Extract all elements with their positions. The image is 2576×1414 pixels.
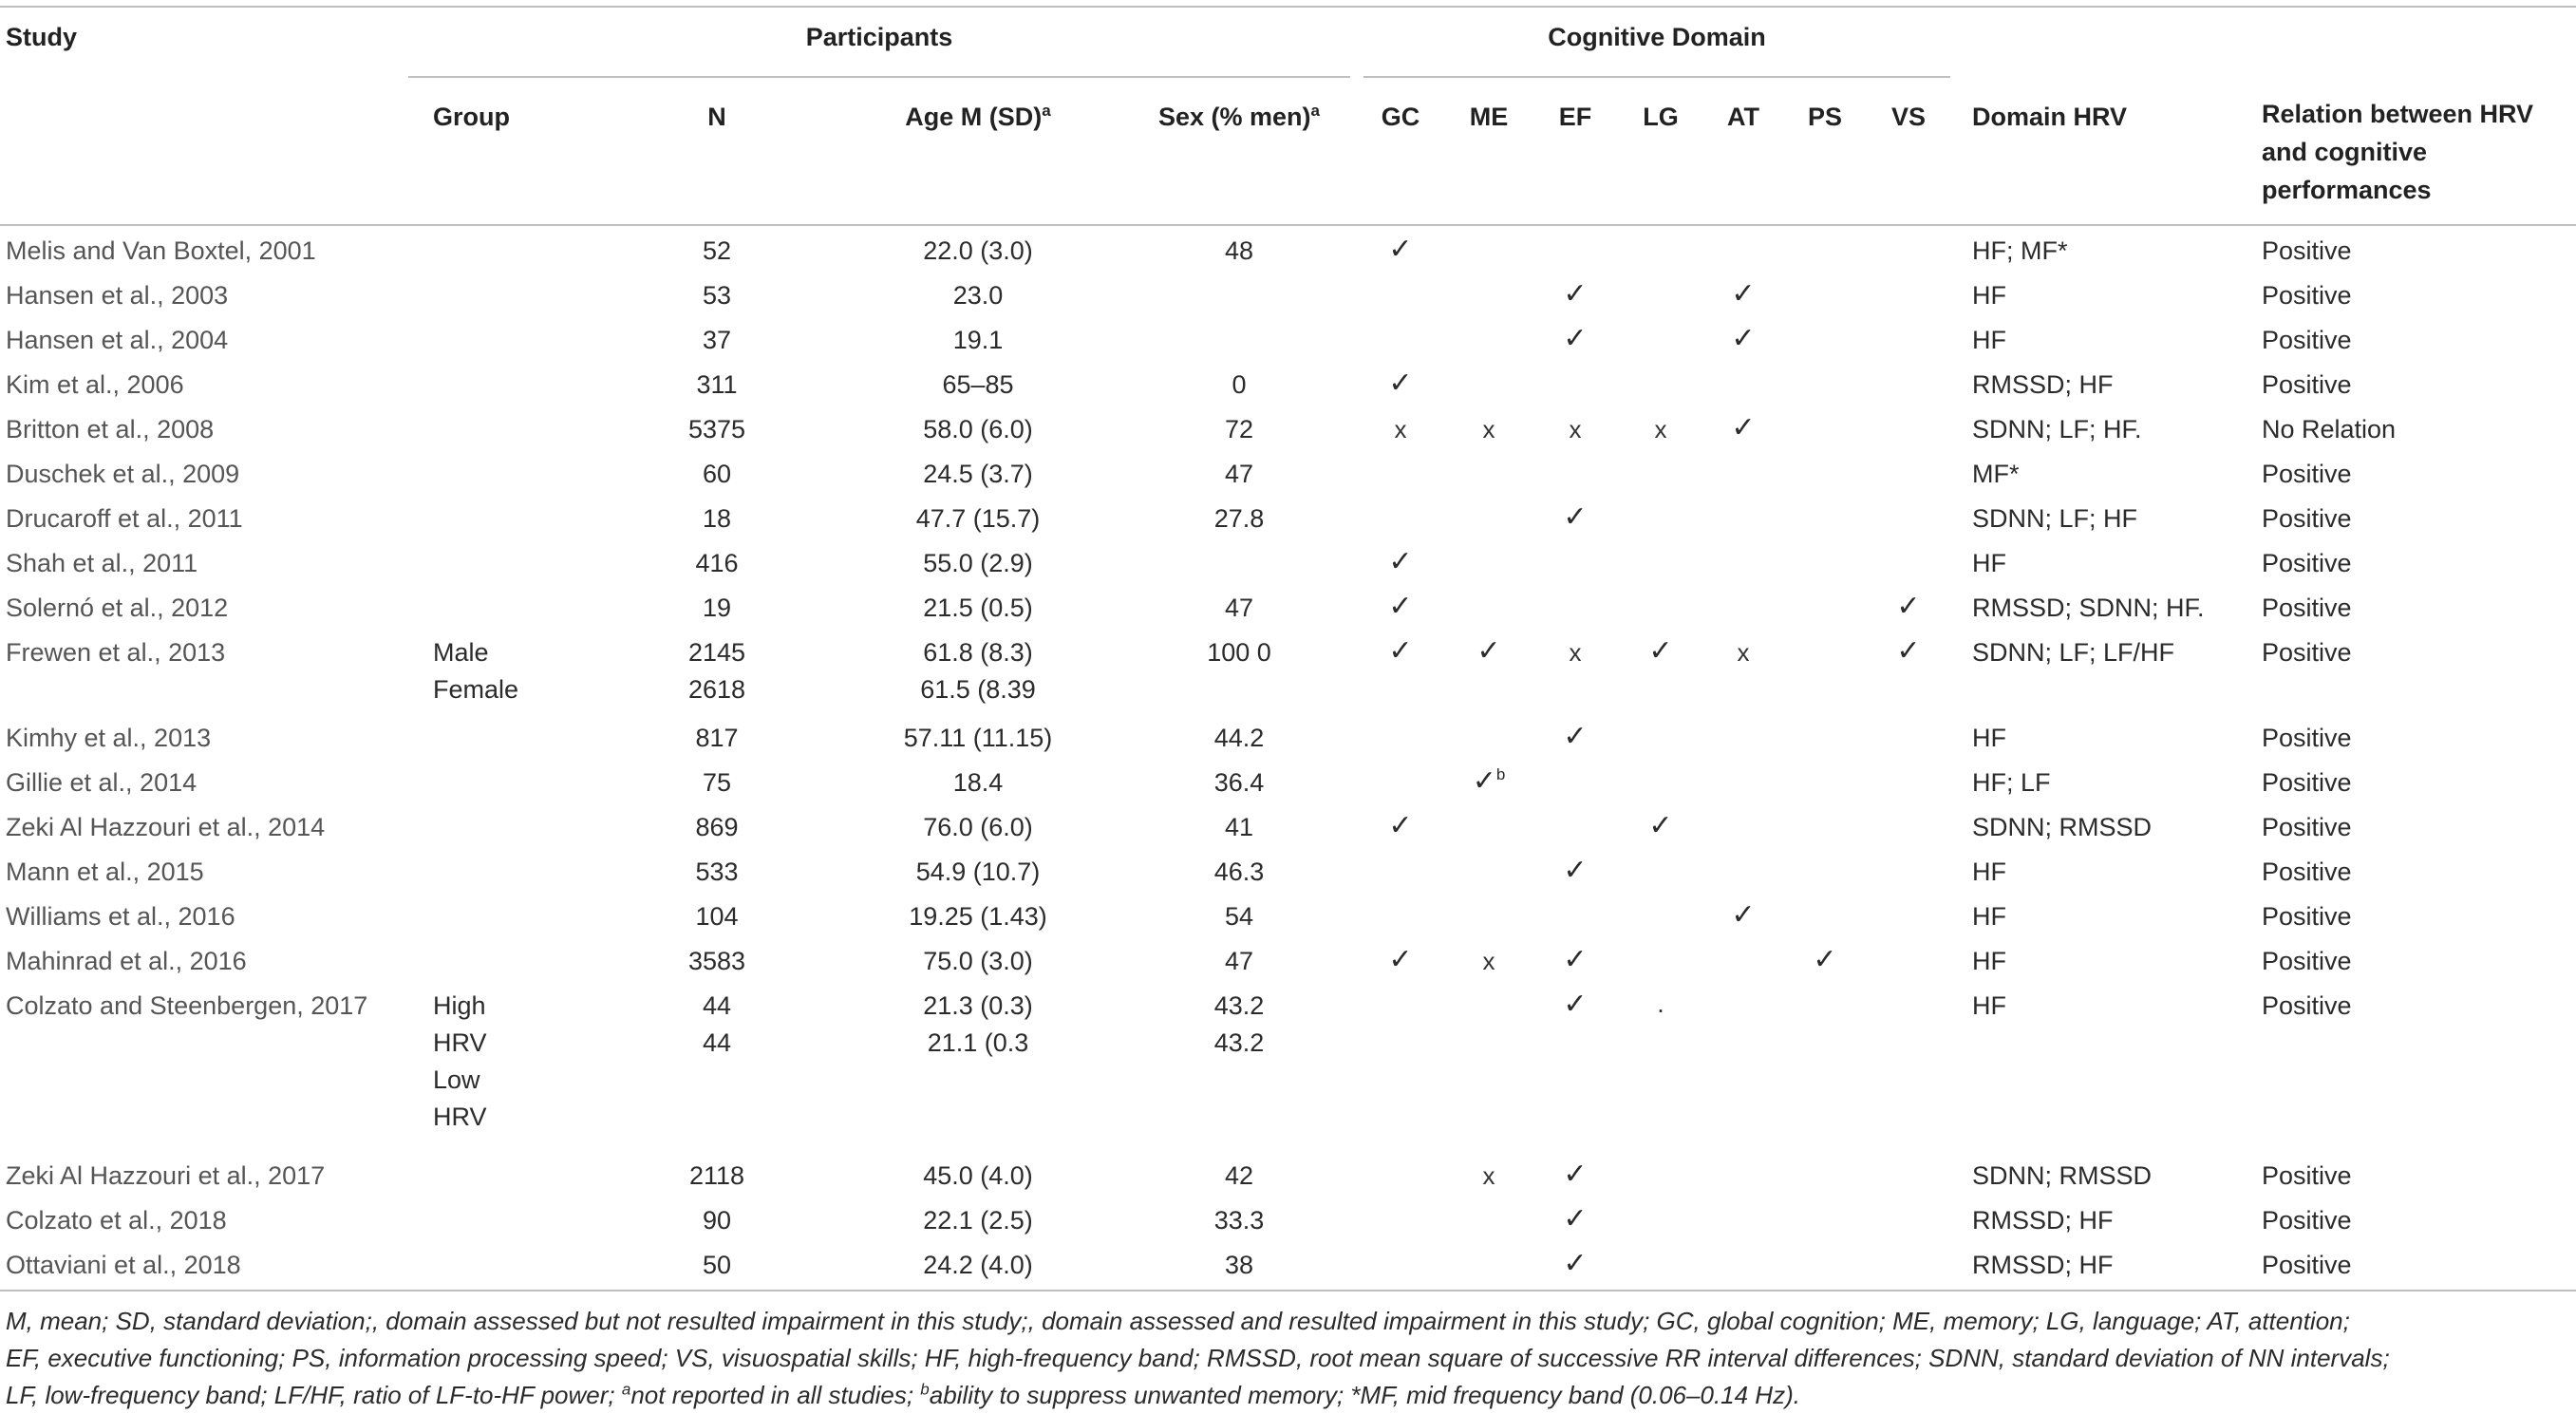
group-label: High [433,991,486,1020]
dot-mark: . [1657,990,1664,1018]
n-value: 50 [702,1251,732,1279]
footnote-text: not reported in all studies; [630,1381,921,1409]
check-icon: ✓ [1563,989,1588,1020]
study-name: Drucaroff et al., 2011 [6,504,243,533]
relation-value: Positive [2262,1251,2352,1279]
header-domain-hrv: Domain HRV [1972,103,2128,131]
sex-value: 54 [1224,902,1254,931]
relation-value: Positive [2262,1206,2352,1235]
check-icon: ✓ [1563,278,1588,310]
domain-hrv-value: HF [1972,902,2006,931]
header-domain-at: AT [1727,103,1759,131]
domain-hrv-value: SDNN; LF; HF [1972,504,2138,533]
table-footnote [6,1303,2569,1414]
check-icon: ✓$^b$ [1472,765,1506,797]
study-name: Williams et al., 2016 [6,902,235,931]
study-name: Solernó et al., 2012 [6,594,229,622]
check-icon: ✓ [1648,810,1673,841]
relation-value: Positive [2262,991,2352,1020]
domain-hrv-value: HF [1972,947,2006,975]
age-value: 45.0 (4.0) [923,1161,1033,1190]
domain-hrv-value: RMSSD; SDNN; HF. [1972,594,2205,622]
relation-value: Positive [2262,370,2352,399]
relation-value: Positive [2262,594,2352,622]
check-icon: ✓ [1388,546,1413,577]
table-bottom-rule [0,1290,2576,1291]
footnote-b-sup: b [1495,765,1506,783]
sex-value: 72 [1224,415,1254,443]
header-sex-sup: a [1310,102,1321,120]
n-value: 2118 [688,1161,745,1190]
domain-hrv-value: HF; LF [1972,768,2051,797]
age-value: 65–85 [942,370,1014,399]
check-icon: ✓ [1563,855,1588,886]
cross-icon: x [1482,1161,1495,1190]
cognitive-domain-underline [1363,76,1950,78]
sex-value: 100 0 [1207,638,1271,667]
group-label: HRV [433,1103,487,1131]
n-value: 3583 [687,947,746,975]
check-icon: ✓ [1563,501,1588,533]
relation-value: No Relation [2262,415,2397,443]
check-icon: ✓ [1731,899,1756,931]
header-sex-label: Sex (% men) [1157,103,1311,131]
relation-value: Positive [2262,768,2352,797]
header-age-sup: a [1042,102,1051,120]
domain-hrv-value: HF [1972,549,2006,577]
check-icon: ✓ [1388,591,1413,622]
age-value: 55.0 (2.9) [923,549,1033,577]
sex-value: 46.3 [1213,858,1265,886]
domain-hrv-value: RMSSD; HF [1972,1206,2114,1235]
group-label: HRV [433,1028,487,1057]
table-top-rule [0,6,2576,8]
domain-hrv-value: SDNN; RMSSD [1972,1161,2153,1190]
header-domain-ps: PS [1807,103,1843,131]
domain-hrv-value: HF [1972,326,2006,354]
check-icon: ✓ [1896,635,1921,667]
study-name: Colzato and Steenbergen, 2017 [6,991,368,1020]
check-icon: ✓ [1813,944,1837,975]
relation-value: Positive [2262,858,2352,886]
check-icon: ✓ [1563,1248,1588,1279]
study-name: Mann et al., 2015 [6,858,204,886]
n-value: 533 [695,858,739,886]
n-value: 90 [702,1206,732,1235]
sex-value: 42 [1224,1161,1254,1190]
relation-value: Positive [2262,813,2352,841]
sex-value: 0 [1232,370,1247,399]
check-icon: ✓ [1563,323,1588,354]
n-value: 817 [695,724,739,752]
n-value: 5375 [687,415,746,443]
participants-underline [408,76,1350,78]
domain-hrv-value: HF [1972,858,2006,886]
sex-value: 47 [1224,594,1254,622]
age-value: 57.11 (11.15) [903,724,1053,752]
check-icon: ✓ [1731,278,1756,310]
sex-value: 43.2 [1213,991,1265,1020]
check-icon: ✓ [1388,810,1413,841]
sex-value: 47 [1224,460,1254,488]
header-relation-line: Relation between HRV [2262,100,2534,128]
check-icon: ✓ [1563,1159,1588,1190]
age-value: 19.1 [952,326,1004,354]
footnote-sup: a [621,1380,631,1399]
header-domain-me: ME [1469,103,1509,131]
check-icon: ✓ [1388,368,1413,399]
domain-hrv-value: SDNN; LF; LF/HF [1972,638,2175,667]
age-value: 24.2 (4.0) [923,1251,1033,1279]
n-value: 2145 [687,638,746,667]
header-domain-ef: EF [1558,103,1592,131]
n-value: 416 [695,549,739,577]
header-age-label: Age M (SD) [905,103,1043,131]
check-icon: ✓ [1388,944,1413,975]
cross-icon: x [1482,415,1495,443]
n-value: 104 [695,902,739,931]
age-value: 19.25 (1.43) [909,902,1047,931]
footnote-line: EF, executive functioning; PS, information processing speed; VS, visuospatial skills; HF, high-frequency band; RMSSD, root mean square of successive RR interval differences; SDNN, standard deviation of NN intervals; [6,1344,2390,1372]
study-name: Zeki Al Hazzouri et al., 2017 [6,1161,326,1190]
domain-hrv-value: HF [1972,724,2006,752]
age-value: 61.8 (8.3) [923,638,1033,667]
study-name: Duschek et al., 2009 [6,460,240,488]
cross-icon: x [1394,415,1407,443]
age-value: 54.9 (10.7) [915,858,1041,886]
header-bottom-rule [0,224,2576,226]
study-name: Colzato et al., 2018 [6,1206,227,1235]
check-icon: ✓ [1731,323,1756,354]
check-icon: ✓ [1731,412,1756,443]
check-icon: ✓ [1896,591,1921,622]
study-name: Shah et al., 2011 [6,549,198,577]
domain-hrv-value: HF; MF* [1972,236,2068,265]
header-relation [2262,95,2533,209]
age-value: 23.0 [952,281,1004,310]
age-value: 47.7 (15.7) [915,504,1041,533]
check-icon: ✓ [1476,635,1501,667]
n-value: 869 [695,813,739,841]
sex-value: 44.2 [1213,724,1265,752]
cross-icon: x [1654,415,1667,443]
header-n: N [707,103,726,131]
age-value: 22.0 (3.0) [923,236,1033,265]
study-name: Zeki Al Hazzouri et al., 2014 [6,813,326,841]
relation-value: Positive [2262,947,2352,975]
group-label: Female [433,675,519,704]
age-value: 21.3 (0.3) [923,991,1033,1020]
sex-value: 38 [1224,1251,1254,1279]
study-name: Hansen et al., 2003 [6,281,229,310]
n-value: 52 [702,236,732,265]
domain-hrv-value: HF [1972,281,2006,310]
check-icon: ✓ [1563,721,1588,752]
study-name: Melis and Van Boxtel, 2001 [6,236,316,265]
study-name: Gillie et al., 2014 [6,768,197,797]
domain-hrv-value: SDNN; RMSSD [1972,813,2153,841]
domain-hrv-value: HF [1972,991,2006,1020]
age-value: 76.0 (6.0) [923,813,1033,841]
n-value: 37 [702,326,732,354]
header-relation-line: and cognitive [2262,138,2428,166]
study-name: Kimhy et al., 2013 [6,724,212,752]
header-domain-gc: GC [1381,103,1420,131]
group-label: Low [433,1065,480,1094]
sex-value: 41 [1224,813,1254,841]
header-relation-line: performances [2262,176,2432,204]
n-value: 311 [696,370,738,399]
age-value: 21.5 (0.5) [923,594,1033,622]
relation-value: Positive [2262,638,2352,667]
n-value: 44 [702,1028,732,1057]
cross-icon: x [1737,638,1750,667]
age-value: 22.1 (2.5) [923,1206,1033,1235]
cross-icon: x [1569,638,1582,667]
group-label: Male [433,638,489,667]
relation-value: Positive [2262,281,2352,310]
sex-value: 43.2 [1213,1028,1265,1057]
relation-value: Positive [2262,326,2352,354]
age-value: 58.0 (6.0) [923,415,1033,443]
age-value: 61.5 (8.39 [920,675,1036,704]
check-icon: ✓ [1388,635,1413,667]
n-value: 75 [702,768,732,797]
relation-value: Positive [2262,902,2352,931]
check-icon: ✓ [1563,944,1588,975]
sex-value: 33.3 [1213,1206,1265,1235]
header-study: Study [6,23,78,51]
domain-hrv-value: SDNN; LF; HF. [1972,415,2142,443]
footnote-line [6,1377,2569,1414]
study-name: Kim et al., 2006 [6,370,184,399]
check-icon: ✓ [1388,234,1413,265]
study-name: Ottaviani et al., 2018 [6,1251,241,1279]
cross-icon: x [1569,415,1582,443]
header-domain-vs: VS [1890,103,1927,131]
header-participants: Participants [805,23,953,51]
footnote-line: M, mean; SD, standard deviation;, domain assessed but not resulted impairment in this study;, domain assessed and resulted impairment in this study; GC, global cognition; ME, memory; LG, language; AT, attention; [6,1307,2350,1335]
footnote-text: LF, low-frequency band; LF/HF, ratio of LF-to-HF power; [6,1381,622,1409]
header-cognitive-domain: Cognitive Domain [1548,23,1766,51]
sex-value: 47 [1224,947,1254,975]
domain-hrv-value: MF* [1972,460,2020,488]
n-value: 44 [702,991,732,1020]
check-icon: ✓ [1648,635,1673,667]
study-name: Britton et al., 2008 [6,415,215,443]
footnote-text: ability to suppress unwanted memory; *MF, mid frequency band (0.06–0.14 Hz). [929,1381,1800,1409]
n-value: 60 [702,460,732,488]
header-age [836,103,1120,132]
relation-value: Positive [2262,504,2352,533]
sex-value: 48 [1224,236,1254,265]
sex-value: 36.4 [1213,768,1265,797]
relation-value: Positive [2262,236,2352,265]
age-value: 21.1 (0.3 [927,1028,1029,1057]
study-name: Mahinrad et al., 2016 [6,947,247,975]
header-domain-lg: LG [1643,103,1679,131]
header-group: Group [433,103,510,131]
check-icon: ✓ [1563,1203,1588,1235]
relation-value: Positive [2262,724,2352,752]
domain-hrv-value: RMSSD; HF [1972,1251,2114,1279]
header-sex [1120,103,1358,132]
age-value: 75.0 (3.0) [923,947,1033,975]
relation-value: Positive [2262,549,2352,577]
n-value: 2618 [687,675,746,704]
n-value: 53 [702,281,732,310]
footnote-sup: b [920,1380,930,1399]
relation-value: Positive [2262,460,2352,488]
n-value: 18 [702,504,732,533]
domain-hrv-value: RMSSD; HF [1972,370,2114,399]
study-name: Hansen et al., 2004 [6,326,229,354]
sex-value: 27.8 [1213,504,1265,533]
n-value: 19 [702,594,732,622]
study-name: Frewen et al., 2013 [6,638,226,667]
relation-value: Positive [2262,1161,2352,1190]
age-value: 24.5 (3.7) [923,460,1033,488]
age-value: 18.4 [952,768,1004,797]
cross-icon: x [1482,947,1495,975]
